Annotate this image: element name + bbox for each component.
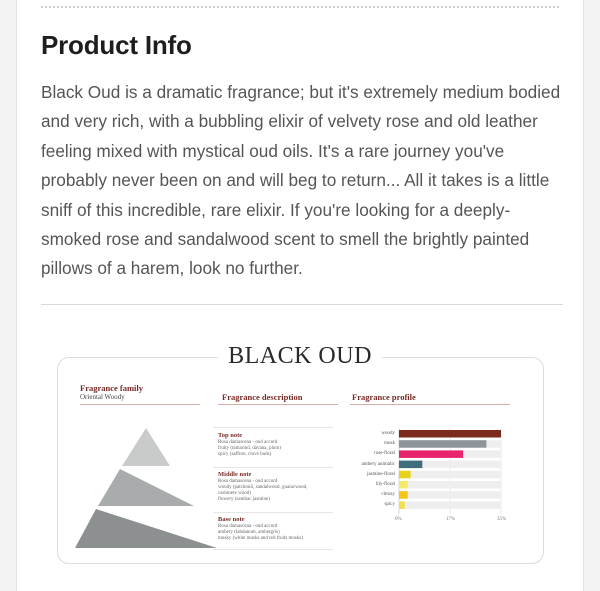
description-label: Fragrance description <box>222 392 303 402</box>
family-value: Oriental Woody <box>80 393 125 401</box>
middle-note-line: cashmere wood) <box>218 491 251 496</box>
top-note-line: Rosa damascena - oud accord <box>218 440 278 445</box>
section-title: Product Info <box>41 30 192 60</box>
profile-tick-label: 0% <box>395 517 402 522</box>
profile-bar-label: rose-floral <box>374 451 395 457</box>
profile-bar-track <box>399 481 501 489</box>
middle-note-line: woody (patchouli, sandalwood, guaiacwood, <box>218 485 308 490</box>
profile-bar <box>399 491 408 499</box>
middle-note-line: flowery (sambac jasmine) <box>218 497 270 502</box>
profile-tick-label: 17% <box>446 517 456 522</box>
profile-bar-label: musk <box>384 441 395 447</box>
top-note-title: Top note <box>218 432 243 439</box>
middle-note-title: Middle note <box>218 471 252 478</box>
pyramid-base-tier <box>75 509 217 548</box>
profile-bar-label: ambery animalic <box>361 461 395 467</box>
profile-bar-track <box>399 491 501 499</box>
profile-bar-label: spicy <box>384 502 395 508</box>
base-note-line: musky (white musks and red fruits musks) <box>218 536 303 541</box>
profile-bar <box>399 450 463 458</box>
top-note-line: fruity (tamarind, davana, plum) <box>218 446 281 451</box>
profile-bar <box>399 481 408 489</box>
profile-bar-label: lily-floral <box>375 482 395 487</box>
profile-bar-label: jasmine-floral <box>366 471 395 477</box>
note-separator <box>213 512 333 513</box>
profile-bar-track <box>399 471 501 479</box>
base-note-line: Rosa damascena - oud accord <box>218 524 278 529</box>
profile-bar <box>399 501 405 509</box>
fragrance-name: BLACK OUD <box>0 343 600 370</box>
top-note <box>218 432 281 458</box>
profile-bar-label: woody <box>381 431 395 436</box>
base-note-line: ambery (labdanum, ambergris) <box>218 530 280 535</box>
pyramid-middle-tier <box>98 469 194 506</box>
middle-note <box>218 471 307 503</box>
product-description: Black Oud is a dramatic fragrance; but it's extremely medium bodied and very rich, with a bubbling elixir of velvety rose and old leather feeling mixed with mystical oud oils. It's a rare journey you've probably never been on and will beg to return... All it takes is a little sniff of this incredible, rare elixir. If you're looking for a deeply-smoked rose and sandalwood scent to smell the brightly painted pillows of a harem, look no further. <box>41 82 561 279</box>
profile-tick-label: 35% <box>497 517 507 522</box>
profile-label: Fragrance profile <box>352 392 416 402</box>
profile-bar <box>399 430 501 438</box>
profile-bar-label: citrusy <box>381 492 395 498</box>
note-separator <box>213 427 333 428</box>
profile-bar <box>399 471 411 479</box>
profile-bar-chart <box>398 428 502 514</box>
profile-bar <box>399 461 422 469</box>
top-note-line: spicy (saffron, clove buds) <box>218 452 272 457</box>
profile-bar-track <box>399 501 501 509</box>
family-label: Fragrance family <box>80 383 144 393</box>
middle-note-line: Rosa damascena - oud accord <box>218 479 278 484</box>
base-note-title: Base note <box>218 516 245 523</box>
base-note <box>218 516 303 542</box>
note-separator <box>213 467 333 468</box>
pyramid-top-tier <box>122 428 170 466</box>
profile-bar <box>399 440 486 448</box>
note-separator <box>213 549 333 550</box>
